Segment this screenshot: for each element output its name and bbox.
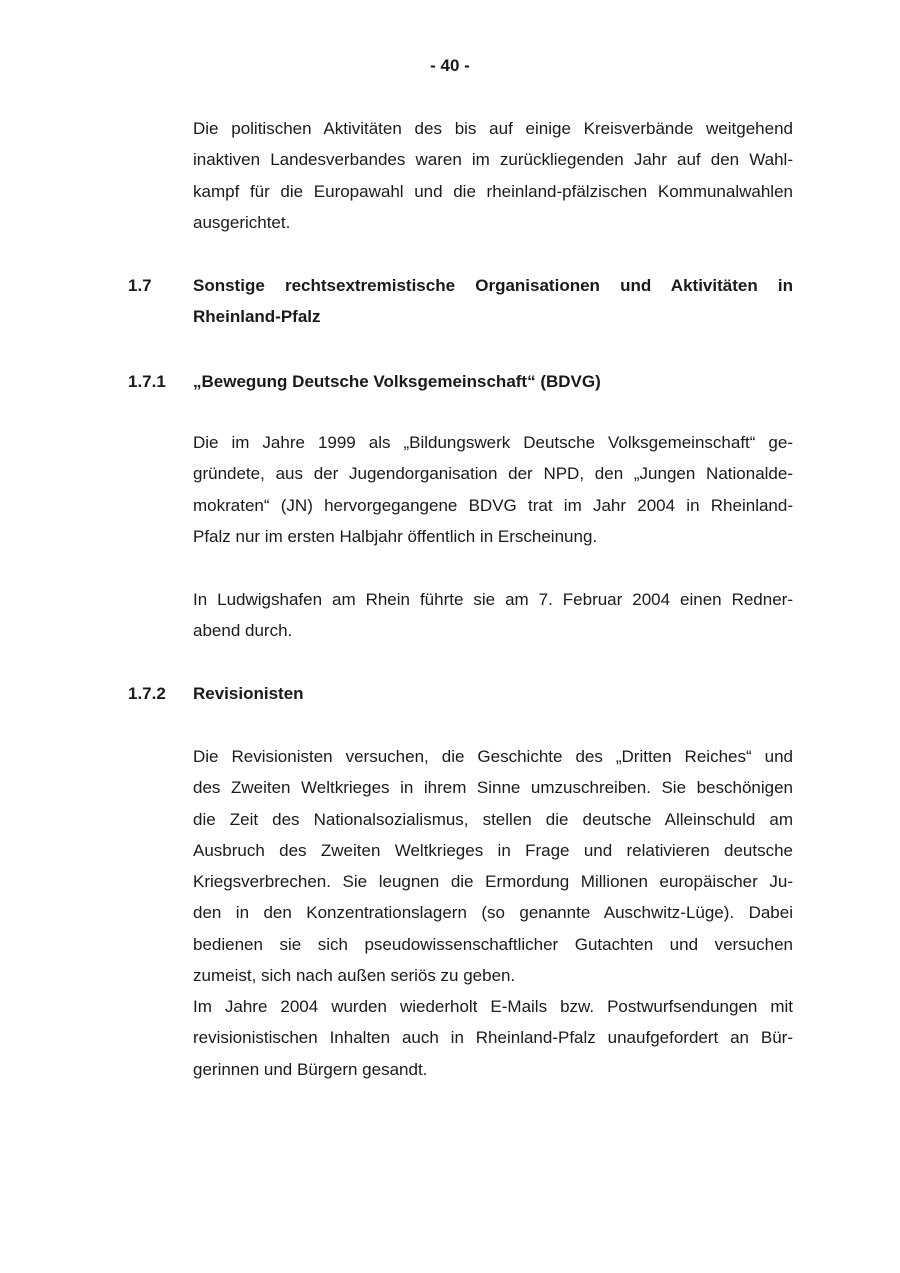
text-line: mokraten“ (JN) hervorgegangene BDVG trat im Jahr 2004 in Rheinland- [193,495,793,515]
intro-paragraph [193,113,793,238]
text-line: Ausbruch des Zweiten Weltkrieges in Frage und relativieren deutsche [193,840,793,860]
text-line: revisionistischen Inhalten auch in Rheinland-Pfalz unaufgefordert an Bür- [193,1028,793,1048]
text-line: ausgerichtet. [193,212,291,232]
section-title [193,270,793,333]
section-number: 1.7.1 [128,372,166,391]
revisionisten-paragraph-1 [193,741,793,991]
text-line: In Ludwigshafen am Rhein führte sie am 7. Februar 2004 einen Redner- [193,590,793,609]
text-line: kampf für die Europawahl und die rheinland-pfälzischen Kommunalwahlen [193,181,793,201]
text-line: zumeist, sich nach außen seriös zu geben. [193,966,516,986]
section-heading-1-7-2 [128,678,793,709]
section-number: 1.7.2 [128,684,166,703]
section-title: „Bewegung Deutsche Volksgemeinschaft“ (BDVG) [193,372,601,391]
text-line: inaktiven Landesverbandes waren im zurückliegenden Jahr auf den Wahl- [193,150,793,170]
section-heading-1-7-1 [128,366,793,397]
section-title: Revisionisten [193,684,304,703]
text-line: Im Jahre 2004 wurden wiederholt E-Mails bzw. Postwurfsendungen mit [193,997,793,1016]
title-line: Rheinland-Pfalz [193,307,321,327]
bdvg-paragraph-1 [193,427,793,552]
text-line: die Zeit des Nationalsozialismus, stellen die deutsche Alleinschuld am [193,809,793,829]
bdvg-paragraph-2 [193,584,793,647]
revisionisten-paragraph-2 [193,991,793,1085]
text-line: Pfalz nur im ersten Halbjahr öffentlich in Erscheinung. [193,526,598,546]
text-line: gerinnen und Bürgern gesandt. [193,1059,428,1079]
title-line: Sonstige rechtsextremistische Organisationen und Aktivitäten in [193,276,793,295]
text-line: abend durch. [193,621,293,641]
section-number: 1.7 [128,276,152,295]
text-line: den in den Konzentrationslagern (so genannte Auschwitz-Lüge). Dabei [193,903,793,923]
text-line: Die Revisionisten versuchen, die Geschichte des „Dritten Reiches“ und [193,747,793,766]
text-line: Die politischen Aktivitäten des bis auf einige Kreisverbände weitgehend [193,119,793,138]
text-line: des Zweiten Weltkrieges in ihrem Sinne umzuschreiben. Sie beschönigen [193,778,793,798]
text-line: Die im Jahre 1999 als „Bildungswerk Deutsche Volksgemeinschaft“ ge- [193,433,793,452]
page-number: - 40 - [430,56,470,75]
text-line: gründete, aus der Jugendorganisation der NPD, den „Jungen Nationalde- [193,464,793,484]
section-heading-1-7 [128,270,793,333]
text-line: bedienen sie sich pseudowissenschaftlicher Gutachten und versuchen [193,934,793,954]
text-line: Kriegsverbrechen. Sie leugnen die Ermordung Millionen europäischer Ju- [193,872,793,892]
